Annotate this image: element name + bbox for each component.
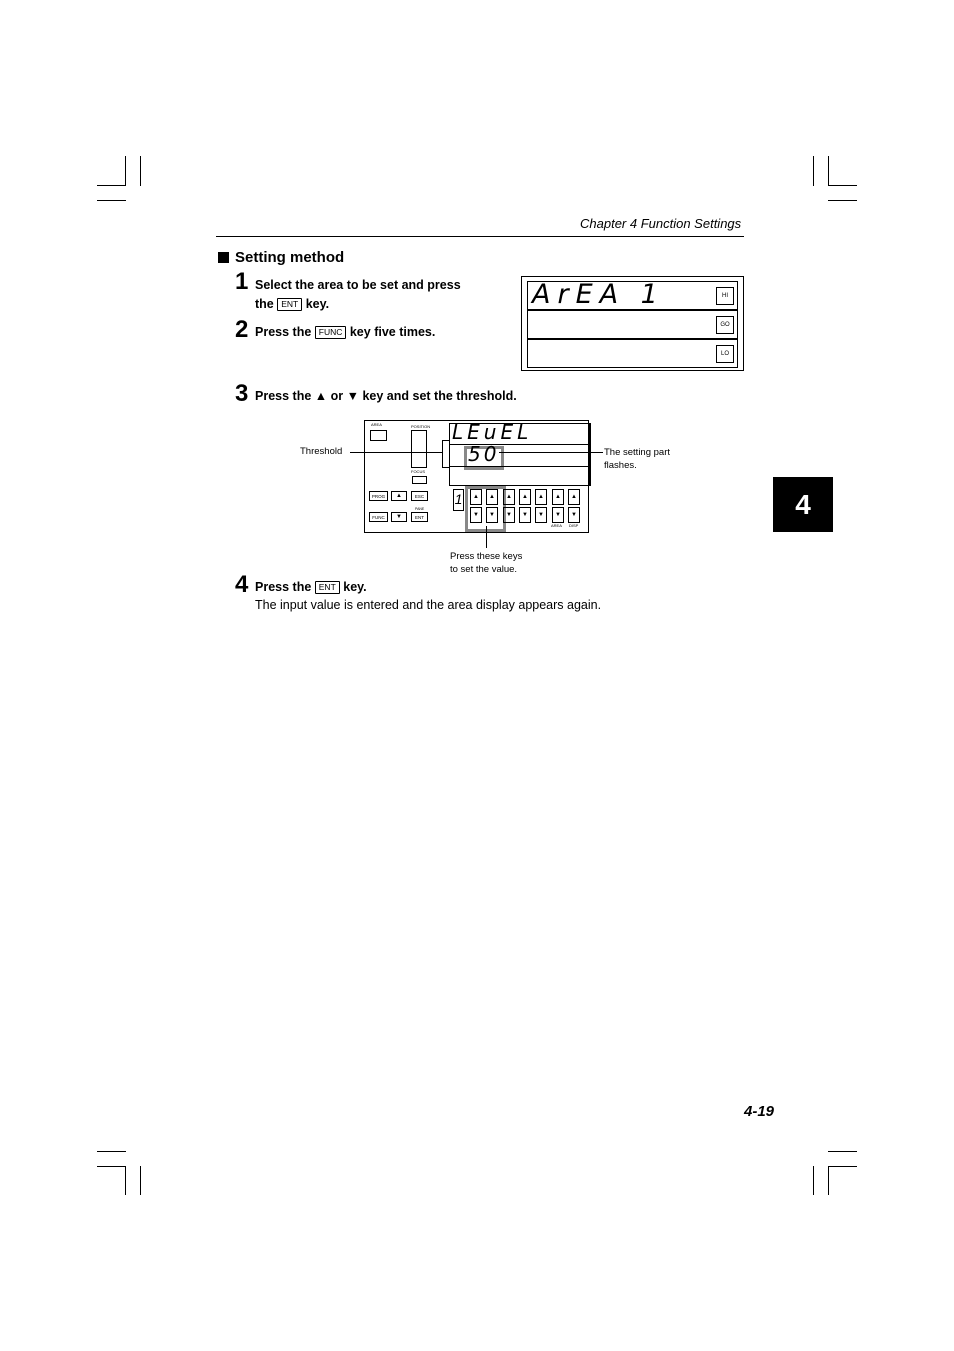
prog-button[interactable]: PROG <box>369 491 388 501</box>
page-number: 4-19 <box>744 1103 775 1120</box>
position-label: POSITION <box>411 424 431 429</box>
pane-label: PANE <box>415 507 425 511</box>
display-row-2 <box>527 310 738 339</box>
section-title-text: Setting method <box>235 249 345 266</box>
crop-mark <box>828 1166 829 1195</box>
crop-mark <box>828 185 857 186</box>
display-text: ArEA 1 <box>532 279 665 310</box>
digit-display: 1 <box>453 489 464 511</box>
esc-button[interactable]: ESC <box>411 491 428 501</box>
threshold-label: Threshold <box>300 446 343 457</box>
hi-lamp: HI <box>716 287 734 305</box>
step-1-post: key. <box>305 297 330 311</box>
threshold-leader <box>350 452 443 453</box>
chapter-header: Chapter 4 Function Settings <box>580 216 742 231</box>
digit-down-key[interactable]: ▼ <box>535 507 547 523</box>
step-3-text <box>255 387 517 406</box>
crop-mark <box>828 1166 857 1167</box>
digit-up-key[interactable]: ▲ <box>519 489 531 505</box>
step-2-pre: Press the <box>255 325 312 339</box>
crop-mark <box>828 156 829 186</box>
digit-down-key[interactable]: ▼ <box>486 507 498 523</box>
disp-down-key[interactable]: ▼ <box>568 507 580 523</box>
crop-mark <box>125 1166 126 1195</box>
crop-mark <box>125 156 126 186</box>
ent-key-icon: ENT <box>277 298 302 311</box>
digit-up-key[interactable]: ▲ <box>535 489 547 505</box>
ent-key-icon: ENT <box>315 581 340 594</box>
up-key-button[interactable]: ▲ <box>391 491 407 501</box>
disp-key-label: DISP <box>569 523 579 528</box>
crop-mark <box>97 1166 126 1167</box>
square-bullet-icon <box>218 252 229 263</box>
crop-mark <box>140 156 141 186</box>
step-4-text <box>255 578 367 597</box>
digit-down-key[interactable]: ▼ <box>519 507 531 523</box>
display-panel <box>521 276 744 371</box>
down-arrow-icon: ▼ <box>346 389 359 403</box>
crop-mark <box>828 200 857 201</box>
area-down-key[interactable]: ▼ <box>552 507 564 523</box>
area-button[interactable] <box>370 430 387 441</box>
step-1-pre: the <box>255 297 274 311</box>
step-1-line2 <box>255 295 461 314</box>
level-display: LEuEL <box>452 420 533 444</box>
area-key-label: AREA <box>551 523 562 528</box>
crop-mark <box>140 1166 141 1195</box>
up-arrow-icon: ▲ <box>314 389 328 403</box>
setting-part-label <box>604 446 670 472</box>
func-button[interactable]: FUNC <box>369 512 388 522</box>
disp-up-key[interactable]: ▲ <box>568 489 580 505</box>
display-row-1 <box>527 281 738 310</box>
focus-button[interactable] <box>412 476 427 484</box>
setting-part-line2: flashes. <box>604 460 637 471</box>
lo-lamp: LO <box>716 345 734 363</box>
crop-mark <box>97 185 126 186</box>
area-up-key[interactable]: ▲ <box>552 489 564 505</box>
step-number: 3 <box>235 380 249 407</box>
threshold-value: 50 <box>468 442 500 466</box>
threshold-bracket <box>442 440 449 468</box>
section-title <box>218 249 344 266</box>
step-1-line1: Select the area to be set and press <box>255 278 461 292</box>
crop-mark <box>813 156 814 186</box>
down-key-button[interactable]: ▼ <box>391 512 407 522</box>
area-label: AREA <box>371 422 382 427</box>
step-number: 4 <box>235 571 249 598</box>
go-lamp: GO <box>716 316 734 334</box>
digit-up-key[interactable]: ▲ <box>503 489 515 505</box>
func-key-icon: FUNC <box>315 326 347 339</box>
step-4-post: key. <box>343 580 367 594</box>
step-2-post: key five times. <box>349 325 436 339</box>
header-rule <box>216 236 744 237</box>
step-3-pre: Press the <box>255 389 312 403</box>
setting-part-leader <box>499 452 603 453</box>
crop-mark <box>97 1151 126 1152</box>
step-2-text <box>255 323 435 342</box>
figure-display-row-2 <box>449 444 591 467</box>
step-number: 1 <box>235 268 249 295</box>
step-number: 2 <box>235 316 249 343</box>
step-3-mid: or <box>330 389 344 403</box>
crop-mark <box>828 1151 857 1152</box>
setting-part-line1: The setting part <box>604 447 671 458</box>
digit-up-key[interactable]: ▲ <box>470 489 482 505</box>
step-3-post: key and set the threshold. <box>362 389 517 403</box>
digit-up-key[interactable]: ▲ <box>486 489 498 505</box>
chapter-tab: 4 <box>773 477 833 532</box>
focus-label: FOCUS <box>411 469 425 474</box>
step-4-description: The input value is entered and the area display appears again. <box>255 598 602 612</box>
figure-display-row-3 <box>449 466 591 486</box>
ent-button[interactable]: ENT <box>411 512 428 522</box>
position-slider[interactable] <box>411 430 427 468</box>
step-4-pre: Press the <box>255 580 312 594</box>
digit-down-key[interactable]: ▼ <box>470 507 482 523</box>
step-1-text <box>255 276 461 314</box>
crop-mark <box>813 1166 814 1195</box>
keys-leader <box>486 526 487 548</box>
press-keys-line2: to set the value. <box>450 564 518 575</box>
press-keys-label <box>450 550 522 576</box>
digit-down-key[interactable]: ▼ <box>503 507 515 523</box>
display-row-3 <box>527 339 738 368</box>
press-keys-line1: Press these keys <box>450 551 523 562</box>
crop-mark <box>97 200 126 201</box>
controller-figure <box>364 420 589 533</box>
